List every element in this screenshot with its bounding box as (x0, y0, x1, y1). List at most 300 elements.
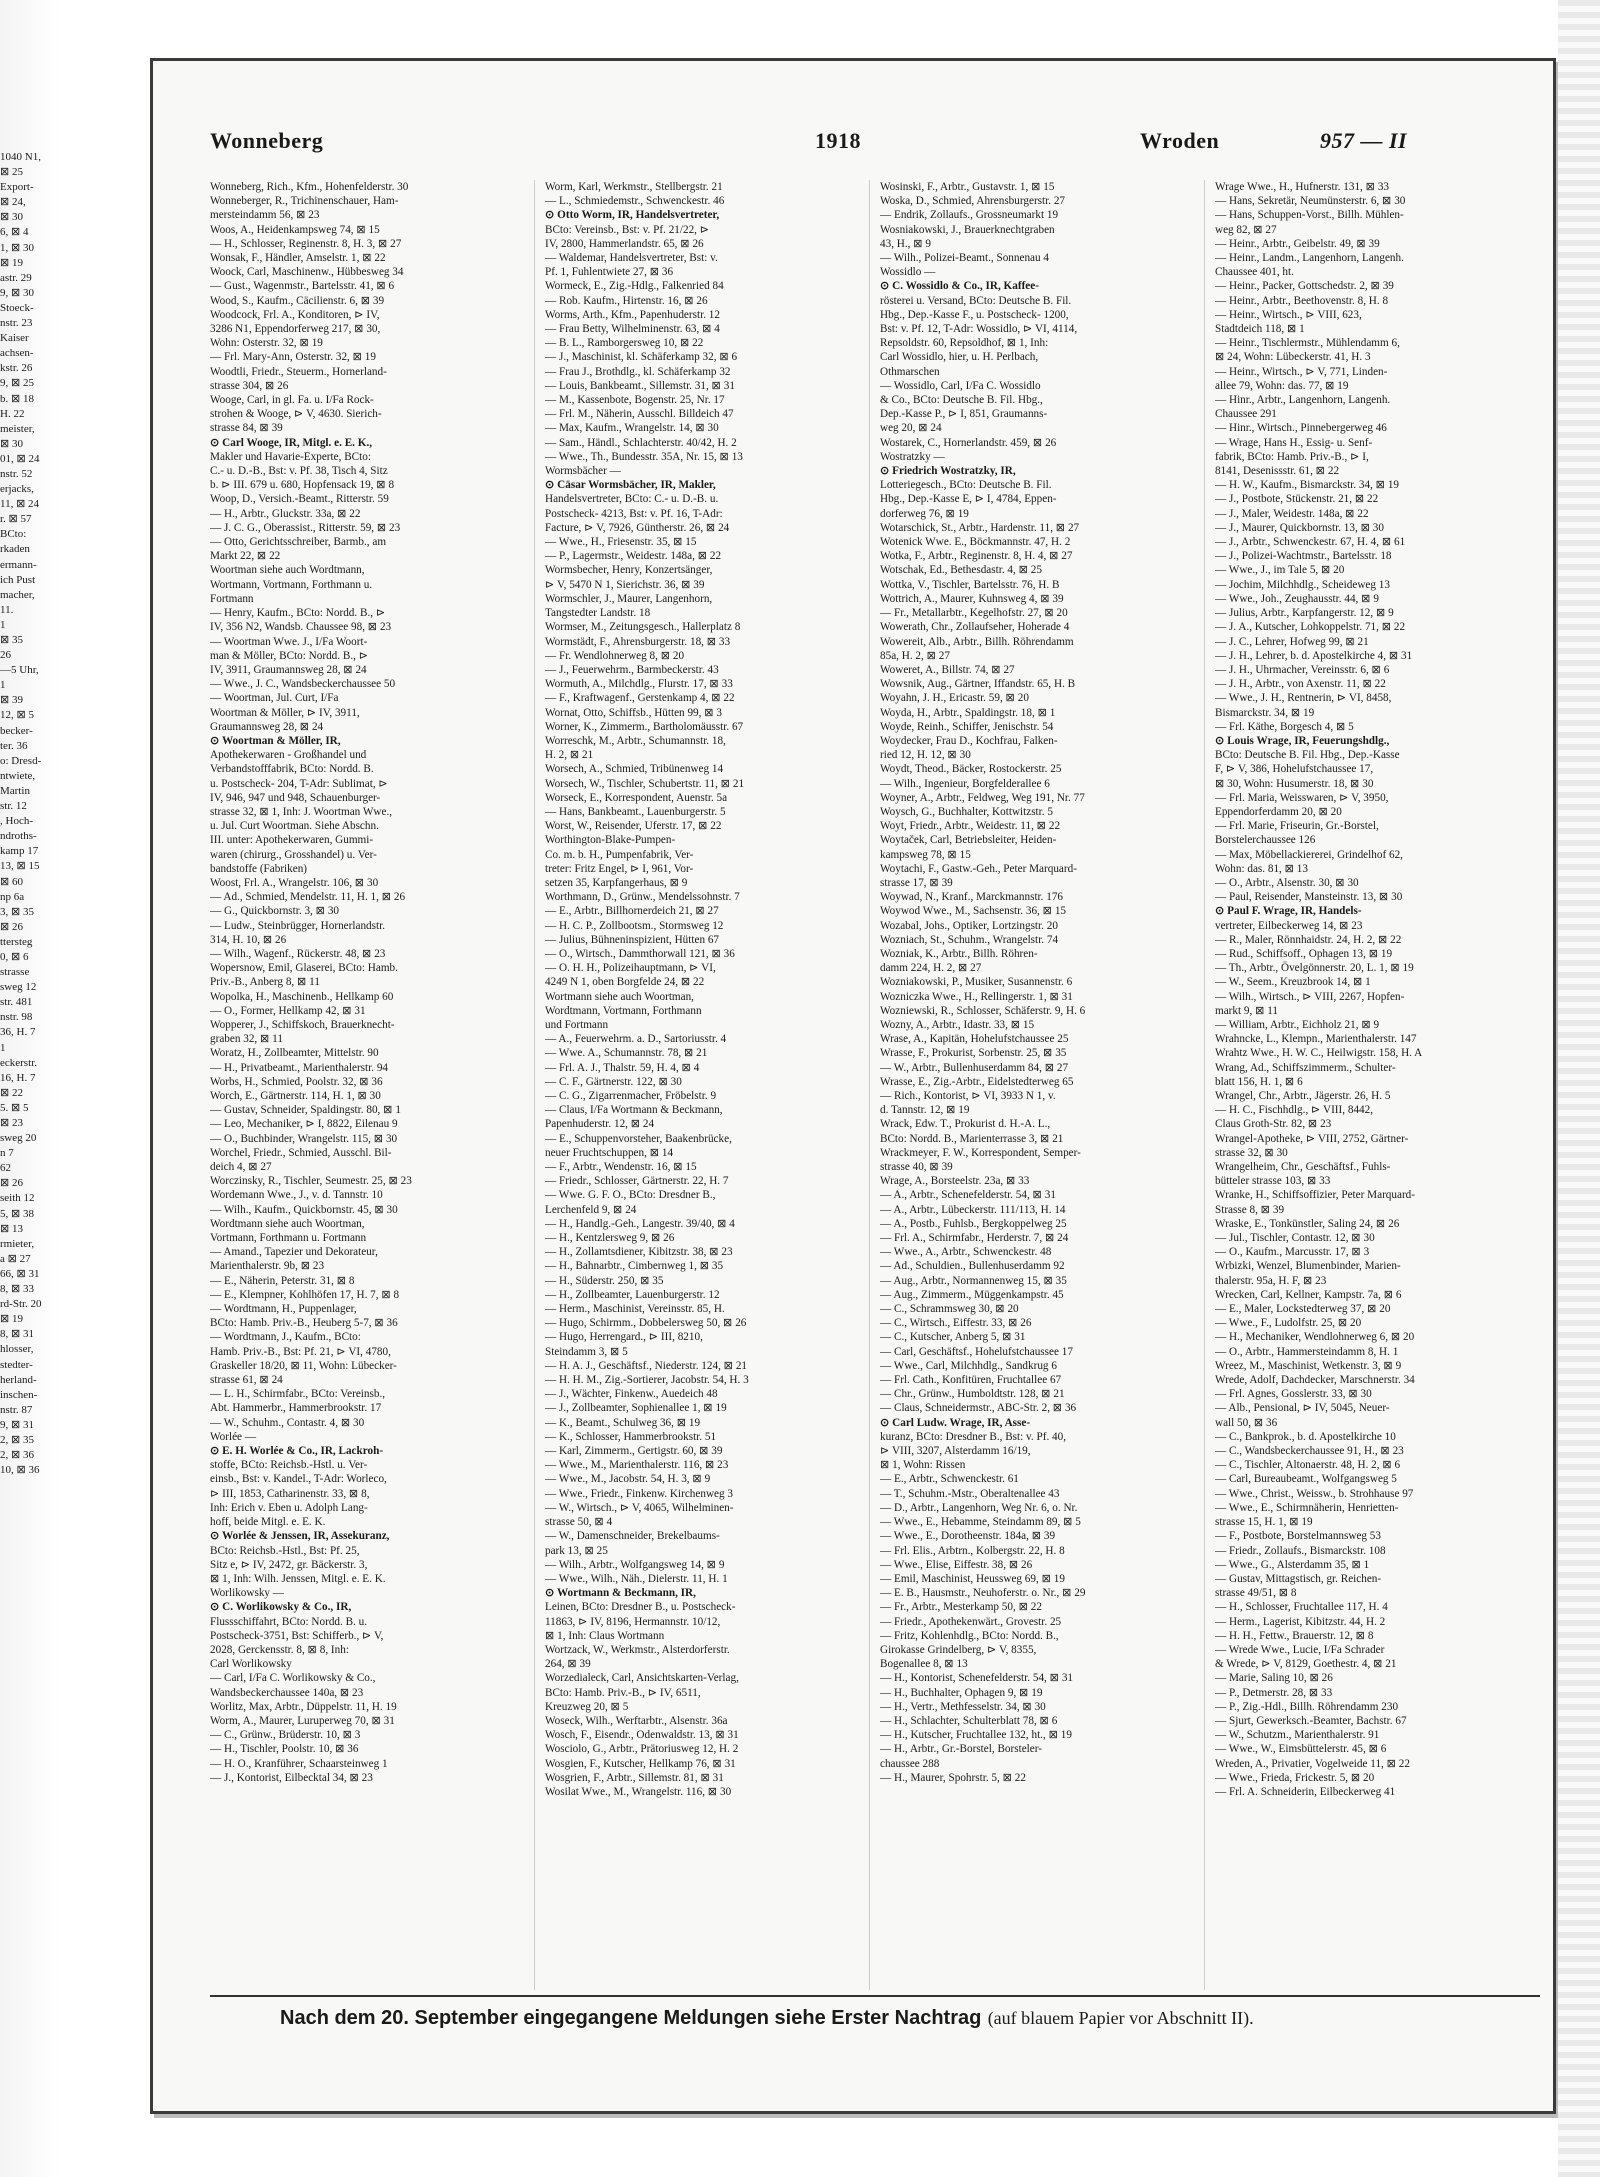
directory-entry-line: — Wwe., M., Marienthalerstr. 116, ⊠ 23 (545, 1459, 729, 1472)
directory-entry-line: — Waldemar, Handelsvertreter, Bst: v. (545, 252, 718, 265)
directory-entry-line: Wostratzky — (880, 450, 945, 463)
directory-entry-line: Wrangel, Chr., Arbtr., Jägerstr. 26, H. 5 (1215, 1090, 1391, 1102)
directory-entry-line: Bst: v. Pf. 12, T-Adr: Wossidlo, ⊳ VI, 4114, (880, 323, 1078, 336)
directory-entry-line: — F., Kraftwagenf., Gerstenkamp 4, ⊠ 22 (545, 692, 735, 705)
directory-entry-line: Wranke, H., Schiffsoffizier, Peter Marquard- (1215, 1189, 1415, 1202)
directory-entry-line: — Frl. Elis., Arbtrn., Kolbergstr. 22, H. 8 (880, 1544, 1065, 1557)
directory-entry-line: — Hugo, Schirmm., Dobbelersweg 50, ⊠ 26 (545, 1317, 747, 1330)
strip-line: astr. 29 (0, 271, 32, 284)
directory-entry-line: — Frl. Mary-Ann, Osterstr. 32, ⊠ 19 (210, 351, 376, 364)
directory-entry-line: — Herm., Maschinist, Vereinsstr. 85, H. (545, 1303, 725, 1316)
directory-entry-line: Wonneberger, R., Trichinenschauer, Ham- (210, 195, 399, 208)
directory-entry-line: ⊙ Carl Wooge, IR, Mitgl. e. E. K., (210, 436, 373, 449)
directory-entry-line: d. Tannstr. 12, ⊠ 19 (880, 1104, 970, 1117)
directory-entry-line: wall 50, ⊠ 36 (1215, 1416, 1278, 1429)
directory-entry-line: treter: Fritz Engel, ⊳ I, 961, Vor- (545, 862, 694, 875)
directory-entry-line: — E., Schuppenvorsteher, Baakenbrücke, (545, 1132, 732, 1145)
directory-entry-line: Wormstädt, F., Ahrensburgerstr. 18, ⊠ 33 (545, 635, 731, 648)
strip-line: 2, ⊠ 35 (0, 1433, 34, 1446)
directory-entry-line: — C. G., Zigarrenmacher, Fröbelstr. 9 (545, 1090, 717, 1102)
directory-entry-line: — O., Wirtsch., Dammthorwall 121, ⊠ 36 (545, 947, 735, 960)
strip-line: ermann- (0, 558, 37, 571)
directory-entry-line: — H., Handlg.-Geh., Langestr. 39/40, ⊠ 4 (545, 1217, 735, 1230)
directory-entry-line: — P., Detmerstr. 28, ⊠ 33 (1215, 1686, 1333, 1699)
directory-entry-line: neuer Fruchtschuppen, ⊠ 14 (545, 1146, 674, 1159)
directory-entry-line: ⊳ VIII, 3207, Alsterdamm 16/19, (880, 1445, 1031, 1458)
strip-line: 36, H. 7 (0, 1026, 36, 1039)
directory-entry-line: Worlitz, Max, Arbtr., Düppelstr. 11, H. 19 (210, 1700, 397, 1713)
directory-entry-line: Woseck, Wilh., Werftarbtr., Alsenstr. 36a (545, 1714, 728, 1727)
strip-line: 0, ⊠ 6 (0, 950, 29, 963)
directory-entry-line: — Hans, Schuppen-Vorst., Billh. Mühlen- (1215, 209, 1404, 222)
directory-entry-line: Woortman siehe auch Wordtmann, (210, 564, 365, 577)
strip-line: ⊠ 13 (0, 1222, 23, 1235)
strip-line: , Hoch- (0, 815, 33, 828)
directory-entry-line: — Wwe., G., Alsterdamm 35, ⊠ 1 (1215, 1558, 1370, 1571)
directory-entry-line: Wosniakowski, J., Brauerknechtgraben (880, 223, 1055, 236)
directory-entry-line: IV, 2800, Hammerlandstr. 65, ⊠ 26 (545, 237, 704, 250)
directory-entry-line: Worbs, H., Schmied, Poolstr. 32, ⊠ 36 (210, 1075, 383, 1088)
directory-entry-line: strasse 84, ⊠ 39 (210, 422, 283, 435)
strip-line: 11, ⊠ 24 (0, 498, 40, 511)
directory-entry-line: strasse 32, ⊠ 1, Inh: J. Woortman Wwe., (210, 805, 393, 818)
directory-entry-line: Wosilat Wwe., M., Wrangelstr. 116, ⊠ 30 (545, 1785, 732, 1798)
strip-line: ⊠ 22 (0, 1086, 23, 1099)
directory-entry-line: — K., Beamt., Schulweg 36, ⊠ 19 (545, 1416, 701, 1429)
directory-entry-line: Wopperer, J., Schiffskoch, Brauerknecht- (210, 1018, 395, 1031)
directory-entry-line: Graumannsweg 28, ⊠ 24 (210, 720, 324, 733)
directory-entry-line: Worner, K., Zimmerm., Bartholomäusstr. 67 (545, 720, 744, 733)
directory-entry-line: ried 12, H. 12, ⊠ 30 (880, 749, 971, 762)
directory-entry-line: Wottka, V., Tischler, Bartelsstr. 76, H. B (880, 578, 1060, 591)
strip-line: 1 (0, 679, 6, 692)
directory-entry-line: 8141, Desenissstr. 61, ⊠ 22 (1215, 465, 1340, 478)
directory-entry-line: Leinen, BCto: Dresdner B., u. Postscheck- (545, 1601, 736, 1614)
directory-entry-line: — Wwe., Christ., Weissw., b. Strohhause 97 (1215, 1487, 1414, 1500)
directory-entry-line: — J., Arbtr., Schwenckestr. 67, H. 4, ⊠ 61 (1215, 536, 1406, 549)
directory-entry-line: — E. B., Hausmstr., Neuhoferstr. o. Nr., ⊠ 29 (880, 1587, 1086, 1600)
directory-entry-line: — Wilh., Kaufm., Quickbornstr. 45, ⊠ 30 (210, 1203, 398, 1216)
strip-line: 13, ⊠ 15 (0, 860, 40, 873)
directory-entry-line: ⊳ III, 1853, Catharinenstr. 33, ⊠ 8, (210, 1487, 370, 1500)
directory-entry-line: — O., Arbtr., Hammersteindamm 8, H. 1 (1215, 1345, 1399, 1358)
directory-entry-line: Wrecken, Carl, Kellner, Kampstr. 7a, ⊠ 6 (1215, 1288, 1402, 1301)
strip-line: str. 12 (0, 800, 27, 813)
strip-line: seith 12 (0, 1192, 35, 1205)
directory-entry-line: — W., Damenschneider, Brekelbaums- (545, 1530, 720, 1543)
directory-entry-line: — O., Buchbinder, Wrangelstr. 115, ⊠ 30 (210, 1132, 398, 1145)
directory-entry-line: 3286 N1, Eppendorferweg 217, ⊠ 30, (210, 323, 381, 336)
directory-entry-line: Worst, W., Reisender, Uferstr. 17, ⊠ 22 (545, 820, 722, 833)
directory-entry-line: Wrage Wwe., H., Hufnerstr. 131, ⊠ 33 (1215, 181, 1390, 193)
directory-entry-line: IV, 946, 947 und 948, Schauenburger- (210, 791, 381, 804)
directory-entry-line: Woos, A., Heidenkampsweg 74, ⊠ 15 (210, 223, 380, 236)
directory-entry-line: Hamb. Priv.-B., Bst: Pf. 21, ⊳ VI, 4780, (210, 1345, 391, 1358)
directory-entry-line: Wood, S., Kaufm., Cäcilienstr. 6, ⊠ 39 (210, 294, 385, 307)
directory-entry-line: — H. H., Fettw., Brauerstr. 12, ⊠ 8 (1215, 1629, 1374, 1642)
directory-entry-line: — Wrede Wwe., Lucie, I/Fa Schrader (1215, 1643, 1385, 1656)
directory-entry-line: 11863, ⊳ IV, 8196, Hermannstr. 10/12, (545, 1615, 721, 1628)
strip-line: —5 Uhr, (0, 664, 39, 677)
directory-entry-line: Woywod Wwe., M., Sachsenstr. 36, ⊠ 15 (880, 905, 1067, 918)
directory-entry-line: — Chr., Grünw., Humboldtstr. 128, ⊠ 21 (880, 1388, 1065, 1401)
directory-entry-line: — Ludw., Steinbrügger, Hornerlandstr. (210, 919, 385, 932)
directory-entry-line: Lerchenfeld 9, ⊠ 24 (545, 1203, 637, 1216)
directory-entry-line: — Frl. Cath., Konfitüren, Fruchtallee 67 (880, 1374, 1062, 1387)
directory-entry-line: — J., Polizei-Wachtmstr., Bartelsstr. 18 (1215, 550, 1392, 563)
strip-line: rmieter, (0, 1237, 35, 1250)
directory-entry-line: — Leo, Mechaniker, ⊳ I, 8822, Eilenau 9 (210, 1118, 398, 1131)
strip-line: kamp 17 (0, 845, 39, 858)
directory-entry-line: Wotarschick, St., Arbtr., Hardenstr. 11, ⊠ 27 (880, 521, 1080, 534)
directory-entry-line: b. ⊳ III. 679 u. 680, Hopfensack 19, ⊠ 8 (210, 479, 395, 492)
directory-entry-line: Wrage, A., Borsteelstr. 23a, ⊠ 33 (880, 1175, 1030, 1188)
directory-entry-line: — H., Buchhalter, Ophagen 9, ⊠ 19 (880, 1686, 1043, 1699)
directory-entry-line: Woydecker, Frau D., Kochfrau, Falken- (880, 734, 1058, 747)
strip-line: meister, (0, 422, 35, 435)
directory-entry-line: Wowsnik, Aug., Gärtner, Iffandstr. 65, H. B (880, 678, 1076, 691)
directory-entry-line: — W., Arbtr., Bullenhuserdamm 84, ⊠ 27 (880, 1061, 1069, 1074)
directory-entry-line: — R., Maler, Rönnhaidstr. 24, H. 2, ⊠ 22 (1215, 933, 1402, 946)
directory-entry-line: Wreden, A., Privatier, Vogelweide 11, ⊠ 22 (1215, 1757, 1410, 1770)
directory-entry-line: Worthington-Blake-Pumpen- (545, 834, 676, 847)
directory-entry-line: — H. O., Kranführer, Schaarsteinweg 1 (210, 1757, 388, 1770)
directory-entry-line: — H., Kontorist, Schenefelderstr. 54, ⊠ 31 (880, 1672, 1074, 1685)
directory-entry-line: Hbg., Dep.-Kasse F., u. Postscheck- 1200, (880, 308, 1069, 321)
footer-bold-text: Nach dem 20. September eingegangene Meldungen siehe Erster Nachtrag (280, 2007, 982, 2029)
strip-line: ndroths- (0, 830, 37, 843)
directory-entry-line: — J. A., Kutscher, Lohkoppelstr. 71, ⊠ 22 (1215, 621, 1406, 634)
previous-page-strip (0, 150, 68, 2050)
directory-entry-line: Wozniak, K., Arbtr., Billh. Röhren- (880, 947, 1038, 960)
directory-entry-line: — O., Arbtr., Alsenstr. 30, ⊠ 30 (1215, 876, 1359, 889)
directory-entry-line: Wowerath, Chr., Zollaufseher, Hoherade 4 (880, 621, 1070, 634)
directory-entry-line: — Wilh., Wagenf., Rückerstr. 48, ⊠ 23 (210, 947, 386, 960)
directory-entry-line: — Wwe., M., Jacobstr. 54, H. 3, ⊠ 9 (545, 1473, 711, 1486)
directory-entry-line: Wandsbeckerchaussee 140a, ⊠ 23 (210, 1686, 364, 1699)
directory-entry-line: Handelsvertreter, BCto: C.- u. D.-B. u. (545, 493, 719, 506)
directory-entry-line: strasse 50, ⊠ 4 (545, 1516, 613, 1529)
directory-entry-line: — E., Klempner, Kohlhöfen 17, H. 7, ⊠ 8 (210, 1288, 400, 1301)
directory-entry-line: Woska, D., Schmied, Ahrensburgerstr. 27 (880, 195, 1066, 208)
directory-entry-line: Strasse 8, ⊠ 39 (1215, 1203, 1285, 1216)
directory-entry-line: — B. L., Ramborgersweg 10, ⊠ 22 (545, 337, 704, 350)
directory-entry-line: — Woortman Wwe. J., I/Fa Woort- (210, 635, 368, 648)
directory-entry-line: — Endrik, Zollaufs., Grossneumarkt 19 (880, 209, 1059, 222)
strip-line: 5, ⊠ 38 (0, 1207, 34, 1220)
strip-line: Martin (0, 784, 30, 797)
directory-entry-line: — Heinr., Landm., Langenhorn, Langenh. (1215, 252, 1404, 265)
directory-entry-line: Facture, ⊳ V, 7926, Güntherstr. 26, ⊠ 24 (545, 521, 730, 534)
directory-entry-line: 2028, Gerckensstr. 8, ⊠ 8, Inh: (210, 1643, 349, 1656)
directory-entry-line: — Frl. Marie, Friseurin, Gr.-Borstel, (1215, 820, 1379, 833)
strip-line: ⊠ 30 (0, 437, 23, 450)
footer-divider (210, 1995, 1540, 1997)
directory-entry-line: bütteler strasse 103, ⊠ 33 (1215, 1175, 1331, 1188)
directory-entry-line: — H. W., Kaufm., Bismarckstr. 34, ⊠ 19 (1215, 479, 1400, 492)
directory-entry-line: 85a, H. 2, ⊠ 27 (880, 649, 950, 662)
directory-entry-line: — Frl. Maria, Weisswaren, ⊳ V, 3950, (1215, 791, 1389, 804)
directory-entry-line: ⊠ 1, Wohn: Rissen (880, 1459, 966, 1472)
directory-entry-line: Postscheck-3751, Bst: Schifferb., ⊳ V, (210, 1629, 384, 1642)
directory-entry-line: Wreez, M., Maschinist, Wetkenstr. 3, ⊠ 9 (1215, 1359, 1402, 1372)
strip-line: 10, ⊠ 36 (0, 1464, 40, 1477)
strip-line: ter. 36 (0, 739, 28, 752)
directory-entry-line: — Wwe., E., Hebamme, Steindamm 89, ⊠ 5 (880, 1516, 1081, 1529)
directory-entry-line: Wormuth, A., Milchdlg., Flurstr. 17, ⊠ 33 (545, 678, 733, 691)
directory-entry-line: — Th., Arbtr., Övelgönnerstr. 20, L. 1, ⊠ 19 (1215, 962, 1414, 975)
directory-entry-line: — Wordtmann, H., Puppenlager, (210, 1303, 357, 1316)
directory-entry-line: strasse 40, ⊠ 39 (880, 1161, 953, 1174)
directory-entry-line: strasse 61, ⊠ 24 (210, 1374, 283, 1387)
directory-entry-line: Woratz, H., Zollbeamter, Mittelstr. 90 (210, 1047, 379, 1060)
directory-entry-line: — D., Arbtr., Langenhorn, Weg Nr. 6, o. Nr. (880, 1501, 1078, 1514)
strip-line: 9, ⊠ 30 (0, 286, 34, 299)
directory-entry-line: vertreter, Eilbeckerweg 14, ⊠ 23 (1215, 919, 1363, 932)
directory-entry-line: — Emil, Maschinist, Heussweg 69, ⊠ 19 (880, 1572, 1065, 1585)
directory-entry-line: deich 4, ⊠ 27 (210, 1161, 272, 1174)
strip-line: achsen- (0, 347, 34, 360)
directory-entry-line: Wrang, Ad., Schiffszimmerm., Schulter- (1215, 1061, 1396, 1074)
directory-entry-line: — Wwe., Carl, Milchhdlg., Sandkrug 6 (880, 1359, 1057, 1372)
directory-entry-line: strasse 49/51, ⊠ 8 (1215, 1587, 1297, 1600)
directory-entry-line: — E., Arbtr., Billhornerdeich 21, ⊠ 27 (545, 905, 719, 918)
strip-line: 8, ⊠ 31 (0, 1328, 34, 1341)
directory-entry-line: Girokasse Grindelberg, ⊳ V, 8355, (880, 1643, 1037, 1656)
directory-entry-line: — J., Kontorist, Eilbecktal 34, ⊠ 23 (210, 1771, 373, 1784)
directory-entry-line: — E., Arbtr., Schwenckestr. 61 (880, 1473, 1019, 1486)
directory-entry-line: — H., Arbtr., Gluckstr. 33a, ⊠ 22 (210, 507, 361, 520)
strip-line: 3, ⊠ 35 (0, 905, 34, 918)
directory-entry-line: — J., Maschinist, kl. Schäferkamp 32, ⊠ 6 (545, 351, 738, 364)
directory-entry-line: — Wwe., Wilh., Näh., Dielerstr. 11, H. 1 (545, 1572, 728, 1585)
directory-entry-line: — O. H. H., Polizeihauptmann, ⊳ VI, (545, 962, 716, 975)
directory-entry-line: Eppendorferdamm 20, ⊠ 20 (1215, 805, 1342, 818)
directory-entry-line: — Herm., Lagerist, Kibitzstr. 44, H. 2 (1215, 1615, 1386, 1628)
directory-entry-line: — Wwe., E., Dorotheenstr. 184a, ⊠ 39 (880, 1530, 1056, 1543)
directory-entry-line: — Aug., Arbtr., Normannenweg 15, ⊠ 35 (880, 1274, 1067, 1287)
directory-entry-line: — Henry, Kaufm., BCto: Nordd. B., ⊳ (210, 607, 386, 620)
directory-entry-line: Wrede, Adolf, Dachdecker, Marschnerstr. 34 (1215, 1374, 1415, 1387)
directory-column-4 (1215, 180, 1540, 1990)
directory-entry-line: — Wwe., E., Schirmnäherin, Henrietten- (1215, 1501, 1399, 1514)
directory-entry-line: dorferweg 76, ⊠ 19 (880, 507, 969, 520)
directory-entry-line: — C., Grünw., Brüderstr. 10, ⊠ 3 (210, 1729, 361, 1742)
strip-line: 66, ⊠ 31 (0, 1267, 40, 1280)
strip-line: 62 (0, 1162, 11, 1175)
strip-line: nstr. 52 (0, 467, 33, 480)
directory-entry-line: strasse 304, ⊠ 26 (210, 379, 289, 392)
strip-line: 01, ⊠ 24 (0, 452, 40, 465)
directory-entry-line: — T., Schuhm.-Mstr., Oberaltenallee 43 (880, 1487, 1060, 1500)
directory-entry-line: kampsweg 78, ⊠ 15 (880, 848, 971, 861)
directory-entry-line: Wotka, F., Arbtr., Reginenstr. 8, H. 4, ⊠ 27 (880, 550, 1073, 563)
directory-entry-line: ⊙ Carl Ludw. Wrage, IR, Asse- (880, 1416, 1031, 1429)
directory-entry-line: Wotenick Wwe. E., Böckmannstr. 47, H. 2 (880, 536, 1071, 549)
directory-entry-line: Wosinski, F., Arbtr., Gustavstr. 1, ⊠ 15 (880, 181, 1055, 193)
directory-entry-line: — Carl, Geschäftsf., Hohelufstchaussee 17 (880, 1345, 1073, 1358)
directory-entry-line: Woysch, G., Buchhalter, Kottwitzstr. 5 (880, 805, 1053, 818)
directory-entry-line: Bogenallee 8, ⊠ 13 (880, 1658, 968, 1671)
directory-entry-line: — Wwe., Friedr., Finkenw. Kirchenweg 3 (545, 1487, 733, 1500)
directory-entry-line: — Hinr., Arbtr., Langenhorn, Langenh. (1215, 394, 1391, 407)
directory-entry-line: Wordemann Wwe., J., v. d. Tannstr. 10 (210, 1189, 383, 1202)
directory-column-1 (210, 180, 535, 1990)
strip-line: n 7 (0, 1147, 14, 1160)
directory-entry-line: ⊙ Louis Wrage, IR, Feuerungshdlg., (1215, 734, 1390, 747)
directory-entry-line: Worm, Karl, Werkmstr., Stellbergstr. 21 (545, 181, 723, 193)
directory-entry-line: Wrasse, F., Prokurist, Sorbenstr. 25, ⊠ 35 (880, 1047, 1067, 1060)
directory-entry-line: Markt 22, ⊠ 22 (210, 550, 281, 563)
directory-entry-line: Worzedialeck, Carl, Ansichtskarten-Verlag, (545, 1672, 739, 1685)
directory-entry-line: 314, H. 10, ⊠ 26 (210, 933, 287, 946)
directory-entry-line: — Friedr., Apothekenwärt., Grovestr. 25 (880, 1615, 1062, 1628)
directory-entry-line: Papenhuderstr. 12, ⊠ 24 (545, 1118, 655, 1131)
directory-entry-line: Woost, Frl. A., Wrangelstr. 106, ⊠ 30 (210, 876, 379, 889)
page-header (210, 128, 1530, 162)
directory-entry-line: — Jochim, Milchhdlg., Scheideweg 13 (1215, 578, 1390, 591)
scan-right-edge (1558, 0, 1600, 2177)
directory-entry-line: — Heinr., Arbtr., Geibelstr. 49, ⊠ 39 (1215, 237, 1380, 250)
directory-entry-line: strasse 32, ⊠ 30 (1215, 1146, 1288, 1159)
directory-entry-line: Wozniewski, R., Schlosser, Schäferstr. 9, H. 6 (880, 1004, 1086, 1017)
directory-entry-line: weg 20, ⊠ 24 (880, 422, 942, 435)
strip-line: ttersteg (0, 935, 33, 948)
directory-entry-line: Kreuzweg 20, ⊠ 5 (545, 1700, 629, 1713)
directory-entry-line: u. Postscheck- 204, T-Adr: Sublimat, ⊳ (210, 777, 388, 790)
directory-entry-line: — Alb., Pensional, ⊳ IV, 5045, Neuer- (1215, 1402, 1390, 1415)
directory-entry-line: Claus Groth-Str. 82, ⊠ 23 (1215, 1118, 1332, 1131)
directory-entry-line: — W., Wirtsch., ⊳ V, 4065, Wilhelminen- (545, 1501, 734, 1514)
strip-line: ich Pust (0, 573, 36, 586)
directory-entry-line: — J., Postbote, Stückenstr. 21, ⊠ 22 (1215, 493, 1379, 506)
directory-entry-line: — J., Feuerwehrm., Barmbeckerstr. 43 (545, 663, 719, 676)
directory-entry-line: — H., Vertr., Methfesselstr. 34, ⊠ 30 (880, 1700, 1046, 1713)
directory-entry-line: Woytachi, F., Gastw.-Geh., Peter Marquard- (880, 862, 1077, 875)
directory-entry-line: und Fortmann (545, 1018, 609, 1031)
strip-line: stedter- (0, 1358, 33, 1371)
directory-entry-line: & Wrede, ⊳ V, 8129, Goethestr. 4, ⊠ 21 (1215, 1658, 1397, 1671)
directory-entry-line: park 13, ⊠ 25 (545, 1544, 608, 1557)
directory-entry-line: Wortzack, W., Werkmstr., Alsterdorferstr. (545, 1643, 730, 1656)
directory-entry-line: Woop, D., Versich.-Beamt., Ritterstr. 59 (210, 493, 389, 506)
directory-entry-line: — Wwe., W., Eimsbüttelerstr. 45, ⊠ 6 (1215, 1743, 1387, 1756)
directory-entry-line: — Gustav, Schneider, Spaldingstr. 80, ⊠ 1 (210, 1104, 401, 1117)
directory-entry-line: Chaussee 401, ht. (1215, 266, 1294, 279)
directory-entry-line: Wozniach, St., Schuhm., Wrangelstr. 74 (880, 933, 1059, 946)
strip-line: ⊠ 39 (0, 694, 23, 707)
directory-entry-line: Wrase, A., Kapitän, Hohelufstchaussee 25 (880, 1033, 1069, 1046)
directory-entry-line: — J. H., Arbtr., von Axenstr. 11, ⊠ 22 (1215, 678, 1386, 691)
directory-entry-line: ⊙ C. Worlikowsky & Co., IR, (210, 1601, 352, 1614)
directory-entry-line: 43, H., ⊠ 9 (880, 237, 932, 250)
directory-entry-line: — M., Kassenbote, Bogenstr. 25, Nr. 17 (545, 394, 725, 407)
directory-entry-line: — F., Arbtr., Wendenstr. 16, ⊠ 15 (545, 1161, 697, 1174)
directory-entry-line: mersteindamm 56, ⊠ 23 (210, 209, 320, 222)
directory-entry-line: — Max, Kaufm., Wrangelstr. 14, ⊠ 30 (545, 422, 719, 435)
directory-entry-line: — Hans, Bankbeamt., Lauenburgerstr. 5 (545, 805, 726, 818)
directory-entry-line: — H., Süderstr. 250, ⊠ 35 (545, 1274, 664, 1287)
directory-entry-line: — J. C. G., Oberassist., Ritterstr. 59, ⊠ 23 (210, 521, 401, 534)
directory-entry-line: — J. H., Lehrer, b. d. Apostelkirche 4, ⊠ 31 (1215, 649, 1413, 662)
directory-entry-line: — Frl. A. J., Thalstr. 59, H. 4, ⊠ 4 (545, 1061, 700, 1074)
directory-entry-line: hoff, beide Mitgl. e. E. K. (210, 1516, 326, 1529)
directory-entry-line: ⊠ 24, Wohn: Lübeckerstr. 41, H. 3 (1215, 351, 1371, 364)
directory-entry-line: Wostarek, C., Hornerlandstr. 459, ⊠ 26 (880, 436, 1057, 449)
directory-entry-line: — P., Lagermstr., Weidestr. 148a, ⊠ 22 (545, 550, 722, 563)
strip-line: a ⊠ 27 (0, 1252, 31, 1265)
directory-entry-line: — H. C. P., Zollbootsm., Stormsweg 12 (545, 919, 724, 932)
strip-line: ⊠ 60 (0, 875, 23, 888)
directory-entry-line: — F., Postbote, Borstelmannsweg 53 (1215, 1530, 1381, 1543)
directory-entry-line: strasse 17, ⊠ 39 (880, 876, 953, 889)
directory-entry-line: — Frau J., Brothdlg., kl. Schäferkamp 32 (545, 365, 731, 378)
strip-line: 9, ⊠ 25 (0, 377, 34, 390)
strip-line: erjacks, (0, 483, 34, 496)
directory-entry-line: Woortman & Möller, ⊳ IV, 3911, (210, 706, 360, 719)
directory-entry-line: Steindamm 3, ⊠ 5 (545, 1345, 628, 1358)
directory-entry-line: — Heinr., Tischlermstr., Mühlendamm 6, (1215, 337, 1400, 350)
strip-line: ⊠ 26 (0, 920, 23, 933)
directory-entry-line: — Wwe., J. C., Wandsbeckerchaussee 50 (210, 678, 396, 691)
directory-entry-line: ⊙ Cäsar Wormsbächer, IR, Makler, (545, 479, 716, 492)
directory-entry-line: waren (chirurg., Grosshandel) u. Ver- (210, 848, 377, 861)
directory-entry-line: Wosgrien, F., Arbtr., Sillemstr. 81, ⊠ 31 (545, 1771, 724, 1784)
directory-entry-line: — A., Feuerwehrm. a. D., Sartoriusstr. 4 (545, 1033, 727, 1046)
directory-entry-line: — Frl. Käthe, Borgesch 4, ⊠ 5 (1215, 720, 1354, 733)
directory-entry-line: ⊳ V, 5470 N 1, Sierichstr. 36, ⊠ 39 (545, 578, 705, 591)
strip-line: ⊠ 35 (0, 634, 23, 646)
strip-line: 16, H. 7 (0, 1071, 36, 1084)
directory-entry-line: Wozny, A., Arbtr., Idastr. 33, ⊠ 15 (880, 1018, 1035, 1031)
directory-entry-line: Wozniakowski, P., Musiker, Susannenstr. 6 (880, 976, 1073, 989)
directory-entry-line: ⊙ Otto Worm, IR, Handelsvertreter, (545, 209, 720, 222)
directory-entry-line: BCto: Deutsche B. Fil. Hbg., Dep.-Kasse (1215, 749, 1400, 762)
directory-entry-line: Wornat, Otto, Schiffsb., Hütten 99, ⊠ 3 (545, 706, 722, 719)
strip-line: np 6a (0, 890, 25, 903)
directory-entry-line: ⊙ Worlée & Jenssen, IR, Assekuranz, (210, 1530, 390, 1543)
directory-entry-line: Wormser, M., Zeitungsgesch., Hallerplatz 8 (545, 621, 741, 634)
directory-entry-line: BCto: Vereinsb., Bst: v. Pf. 21/22, ⊳ (545, 223, 710, 236)
strip-line: nstr. 23 (0, 317, 33, 330)
directory-entry-line: — H., Zollamtsdiener, Kibitzstr. 38, ⊠ 23 (545, 1246, 733, 1259)
strip-line: 1, ⊠ 30 (0, 241, 34, 254)
strip-line: BCto: (0, 528, 27, 541)
directory-entry-line: — Paul, Reisender, Mansteinstr. 13, ⊠ 30 (1215, 891, 1403, 904)
directory-entry-line: — C., Tischler, Altonaerstr. 48, H. 2, ⊠ 6 (1215, 1459, 1401, 1472)
directory-entry-line: — H. A. J., Geschäftsf., Niederstr. 124, ⊠ 21 (545, 1359, 748, 1372)
directory-entry-line: Wosgien, F., Kutscher, Hellkamp 76, ⊠ 31 (545, 1757, 736, 1770)
directory-entry-line: — C., Bankprok., b. d. Apostelkirche 10 (1215, 1430, 1396, 1443)
directory-entry-line: Woyda, H., Arbtr., Spaldingstr. 18, ⊠ 1 (880, 706, 1056, 719)
directory-entry-line: Wottrich, A., Maurer, Kuhnsweg 4, ⊠ 39 (880, 592, 1064, 605)
directory-entry-line: Chaussee 291 (1215, 408, 1277, 421)
directory-entry-line: Borstelerchaussee 126 (1215, 834, 1316, 847)
directory-entry-line: — Wwe., Joh., Zeughausstr. 44, ⊠ 9 (1215, 592, 1379, 605)
directory-entry-line: Worsech, A., Schmied, Tribünenweg 14 (545, 763, 724, 776)
directory-entry-line: — Sam., Händl., Schlachterstr. 40/42, H. 2 (545, 436, 737, 449)
directory-entry-line: — Claus, I/Fa Wortmann & Beckmann, (545, 1104, 723, 1117)
strip-line: becker- (0, 724, 33, 737)
strip-line: nstr. 98 (0, 1011, 33, 1024)
directory-entry-line: — W., Schutzm., Marienthalerstr. 91 (1215, 1729, 1380, 1742)
directory-entry-line: Worthmann, D., Grünw., Mendelssohnstr. 7 (545, 891, 740, 904)
directory-entry-line: ⊙ Wortmann & Beckmann, IR, (545, 1587, 696, 1600)
directory-entry-line: — Louis, Bankbeamt., Sillemstr. 31, ⊠ 31 (545, 379, 735, 392)
directory-entry-line: Worlée — (210, 1430, 257, 1443)
directory-entry-line: — J. C., Lehrer, Hofweg 99, ⊠ 21 (1215, 635, 1369, 648)
directory-entry-line: H. 2, ⊠ 21 (545, 749, 594, 762)
